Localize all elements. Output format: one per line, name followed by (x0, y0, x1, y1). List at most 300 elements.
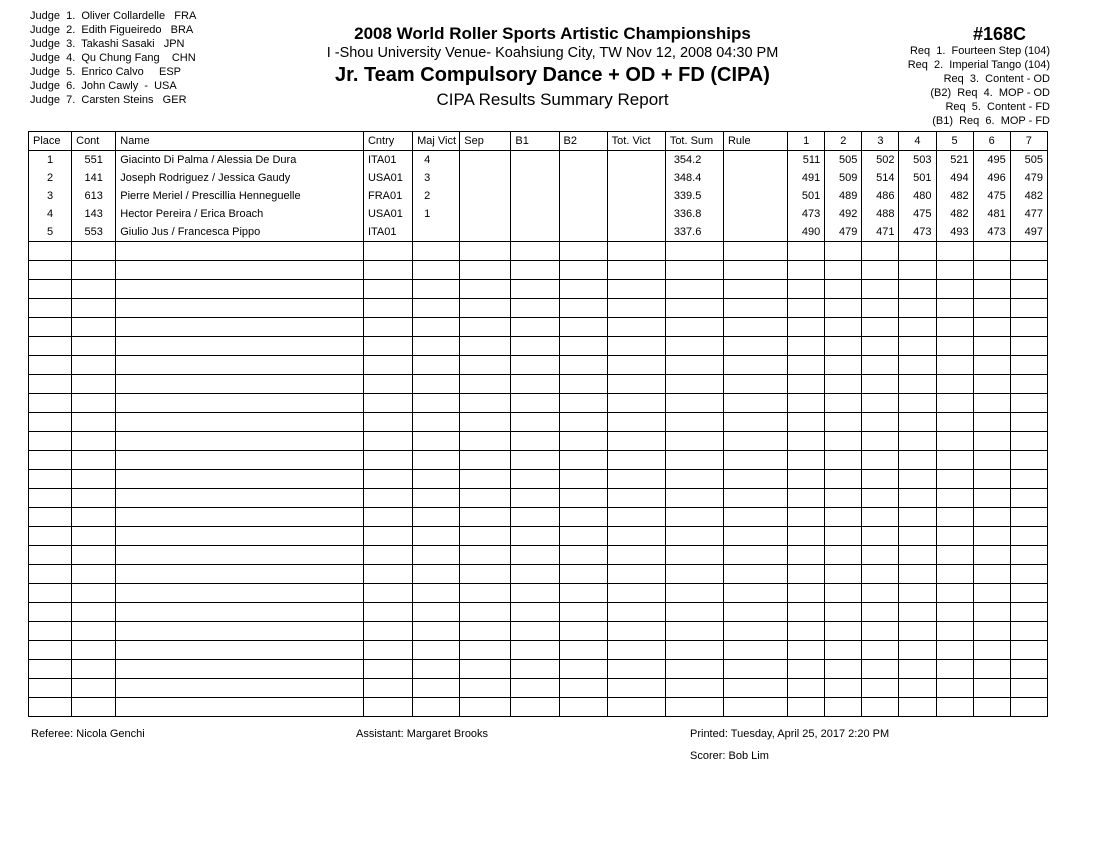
empty-cell (413, 413, 460, 432)
empty-cell (607, 375, 665, 394)
empty-cell (788, 261, 825, 280)
empty-cell (899, 603, 936, 622)
empty-cell (116, 546, 364, 565)
report-title: CIPA Results Summary Report (436, 90, 669, 109)
empty-cell (363, 261, 412, 280)
empty-row (29, 432, 1048, 451)
empty-cell (1010, 280, 1047, 299)
cell-judge-3: 486 (862, 187, 899, 205)
cell-b1 (511, 151, 559, 170)
empty-cell (460, 318, 511, 337)
empty-cell (665, 584, 723, 603)
empty-cell (788, 489, 825, 508)
cell-judge-3: 471 (862, 223, 899, 242)
empty-cell (363, 698, 412, 717)
cell-cntry: USA01 (363, 205, 412, 223)
empty-cell (413, 470, 460, 489)
empty-cell (825, 394, 862, 413)
empty-cell (973, 698, 1010, 717)
empty-cell (363, 565, 412, 584)
cell-cntry: FRA01 (363, 187, 412, 205)
empty-cell (665, 489, 723, 508)
cell-judge-5: 482 (936, 205, 973, 223)
empty-cell (862, 470, 899, 489)
empty-cell (936, 394, 973, 413)
empty-cell (413, 375, 460, 394)
col-maj-vict: Maj Vict (413, 132, 460, 151)
empty-cell (29, 584, 72, 603)
empty-cell (665, 565, 723, 584)
empty-cell (72, 375, 116, 394)
empty-cell (116, 375, 364, 394)
empty-cell (862, 622, 899, 641)
col-judge-5: 5 (936, 132, 973, 151)
empty-cell (825, 337, 862, 356)
empty-cell (973, 641, 1010, 660)
col-name: Name (116, 132, 364, 151)
empty-cell (413, 356, 460, 375)
empty-cell (511, 299, 559, 318)
empty-cell (1010, 356, 1047, 375)
results-table (28, 131, 1048, 717)
empty-cell (460, 603, 511, 622)
empty-cell (363, 280, 412, 299)
empty-cell (825, 584, 862, 603)
empty-cell (72, 489, 116, 508)
empty-cell (862, 679, 899, 698)
empty-cell (559, 432, 607, 451)
empty-cell (607, 318, 665, 337)
empty-cell (723, 546, 787, 565)
empty-cell (72, 565, 116, 584)
empty-cell (29, 641, 72, 660)
empty-row (29, 413, 1048, 432)
empty-cell (116, 261, 364, 280)
empty-cell (72, 242, 116, 261)
empty-cell (559, 375, 607, 394)
empty-cell (1010, 508, 1047, 527)
empty-cell (559, 451, 607, 470)
empty-cell (788, 413, 825, 432)
empty-cell (899, 470, 936, 489)
empty-cell (460, 470, 511, 489)
empty-cell (460, 432, 511, 451)
empty-cell (413, 603, 460, 622)
empty-cell (116, 394, 364, 413)
empty-cell (936, 489, 973, 508)
cell-b1 (511, 205, 559, 223)
empty-row (29, 489, 1048, 508)
col-judge-3: 3 (862, 132, 899, 151)
empty-cell (511, 261, 559, 280)
empty-cell (511, 337, 559, 356)
empty-cell (973, 261, 1010, 280)
empty-cell (788, 622, 825, 641)
empty-cell (936, 280, 973, 299)
cell-b1 (511, 169, 559, 187)
empty-cell (116, 565, 364, 584)
cell-rule (723, 223, 787, 242)
empty-cell (413, 318, 460, 337)
empty-cell (511, 394, 559, 413)
empty-cell (862, 603, 899, 622)
empty-cell (72, 432, 116, 451)
cell-b2 (559, 205, 607, 223)
empty-cell (788, 432, 825, 451)
cell-maj-vict: 4 (413, 151, 460, 170)
header-row (29, 132, 1048, 151)
empty-cell (413, 565, 460, 584)
empty-cell (559, 508, 607, 527)
empty-cell (72, 508, 116, 527)
empty-cell (973, 394, 1010, 413)
empty-cell (825, 679, 862, 698)
empty-row (29, 299, 1048, 318)
empty-cell (936, 698, 973, 717)
cell-b1 (511, 187, 559, 205)
empty-cell (899, 299, 936, 318)
empty-cell (973, 470, 1010, 489)
empty-row (29, 280, 1048, 299)
empty-cell (363, 318, 412, 337)
empty-cell (825, 280, 862, 299)
empty-cell (72, 470, 116, 489)
empty-cell (511, 622, 559, 641)
empty-row (29, 546, 1048, 565)
empty-cell (1010, 641, 1047, 660)
empty-cell (607, 565, 665, 584)
empty-cell (511, 660, 559, 679)
empty-cell (607, 679, 665, 698)
empty-cell (607, 413, 665, 432)
empty-cell (29, 451, 72, 470)
cell-tot-sum: 337.6 (665, 223, 723, 242)
cell-judge-3: 488 (862, 205, 899, 223)
empty-cell (116, 432, 364, 451)
requirement-4: (B2) Req 4. MOP - OD (930, 87, 1050, 99)
empty-cell (116, 318, 364, 337)
empty-cell (862, 356, 899, 375)
empty-cell (665, 432, 723, 451)
empty-cell (899, 546, 936, 565)
empty-row (29, 318, 1048, 337)
empty-cell (862, 413, 899, 432)
empty-cell (788, 375, 825, 394)
venue-line: I -Shou University Venue- Koahsiung City, TW Nov 12, 2008 04:30 PM (326, 45, 779, 61)
event-number: #168C (972, 24, 1026, 44)
cell-judge-3: 514 (862, 169, 899, 187)
empty-cell (936, 641, 973, 660)
empty-cell (825, 489, 862, 508)
scorer: Scorer: Bob Lim (690, 750, 769, 762)
cell-judge-7: 497 (1010, 223, 1047, 242)
empty-cell (363, 242, 412, 261)
empty-cell (788, 527, 825, 546)
empty-cell (72, 318, 116, 337)
empty-cell (116, 280, 364, 299)
cell-judge-6: 496 (973, 169, 1010, 187)
empty-cell (936, 432, 973, 451)
empty-cell (936, 470, 973, 489)
empty-cell (72, 584, 116, 603)
empty-cell (862, 508, 899, 527)
cell-judge-6: 495 (973, 151, 1010, 170)
empty-cell (116, 508, 364, 527)
empty-cell (788, 394, 825, 413)
empty-cell (511, 375, 559, 394)
empty-cell (723, 242, 787, 261)
empty-cell (665, 508, 723, 527)
empty-cell (511, 584, 559, 603)
empty-cell (116, 489, 364, 508)
empty-cell (511, 546, 559, 565)
empty-cell (665, 603, 723, 622)
empty-cell (511, 603, 559, 622)
cell-cont: 551 (72, 151, 116, 170)
empty-cell (788, 660, 825, 679)
empty-cell (973, 603, 1010, 622)
empty-cell (29, 679, 72, 698)
cell-rule (723, 169, 787, 187)
col-sep: Sep (460, 132, 511, 151)
table-row (29, 223, 1048, 242)
empty-cell (511, 432, 559, 451)
empty-cell (862, 451, 899, 470)
empty-cell (973, 546, 1010, 565)
empty-cell (607, 622, 665, 641)
empty-cell (72, 337, 116, 356)
empty-cell (788, 584, 825, 603)
empty-cell (973, 242, 1010, 261)
empty-cell (460, 280, 511, 299)
empty-cell (936, 318, 973, 337)
empty-cell (899, 356, 936, 375)
empty-row (29, 451, 1048, 470)
empty-cell (862, 299, 899, 318)
empty-cell (665, 622, 723, 641)
empty-cell (936, 242, 973, 261)
empty-cell (511, 698, 559, 717)
judge-4: Judge 4. Qu Chung Fang CHN (30, 52, 196, 64)
cell-judge-3: 502 (862, 151, 899, 170)
cell-maj-vict: 3 (413, 169, 460, 187)
empty-cell (936, 356, 973, 375)
requirement-2: Req 2. Imperial Tango (104) (907, 59, 1050, 71)
empty-cell (665, 413, 723, 432)
empty-cell (413, 261, 460, 280)
empty-cell (559, 280, 607, 299)
empty-cell (788, 641, 825, 660)
empty-cell (72, 622, 116, 641)
empty-cell (460, 584, 511, 603)
empty-cell (899, 375, 936, 394)
empty-cell (936, 261, 973, 280)
empty-row (29, 603, 1048, 622)
requirement-5: Req 5. Content - FD (945, 101, 1050, 113)
col-judge-7: 7 (1010, 132, 1047, 151)
empty-cell (607, 508, 665, 527)
cell-rule (723, 187, 787, 205)
empty-cell (1010, 470, 1047, 489)
empty-cell (665, 641, 723, 660)
empty-cell (723, 584, 787, 603)
cell-judge-7: 477 (1010, 205, 1047, 223)
col-judge-1: 1 (788, 132, 825, 151)
empty-cell (72, 356, 116, 375)
empty-cell (413, 527, 460, 546)
cell-cntry: ITA01 (363, 223, 412, 242)
empty-cell (72, 698, 116, 717)
empty-cell (899, 394, 936, 413)
empty-cell (511, 451, 559, 470)
empty-cell (413, 337, 460, 356)
empty-cell (788, 299, 825, 318)
empty-cell (460, 413, 511, 432)
empty-cell (363, 470, 412, 489)
empty-cell (825, 432, 862, 451)
empty-cell (723, 641, 787, 660)
empty-cell (559, 489, 607, 508)
empty-cell (825, 375, 862, 394)
empty-cell (559, 641, 607, 660)
empty-cell (29, 489, 72, 508)
empty-cell (788, 698, 825, 717)
empty-cell (116, 527, 364, 546)
empty-cell (862, 641, 899, 660)
empty-row (29, 622, 1048, 641)
empty-cell (363, 432, 412, 451)
empty-cell (363, 622, 412, 641)
empty-cell (363, 375, 412, 394)
cell-tot-vict (607, 205, 665, 223)
empty-cell (788, 470, 825, 489)
cell-tot-vict (607, 169, 665, 187)
empty-cell (116, 660, 364, 679)
empty-cell (607, 660, 665, 679)
referee: Referee: Nicola Genchi (31, 728, 145, 740)
empty-cell (413, 698, 460, 717)
empty-cell (936, 584, 973, 603)
cell-judge-1: 501 (788, 187, 825, 205)
empty-cell (363, 337, 412, 356)
empty-cell (72, 280, 116, 299)
table-row (29, 151, 1048, 170)
empty-cell (363, 603, 412, 622)
col-tot-vict: Tot. Vict (607, 132, 665, 151)
empty-cell (607, 546, 665, 565)
empty-cell (825, 451, 862, 470)
empty-cell (723, 679, 787, 698)
cell-cntry: ITA01 (363, 151, 412, 170)
empty-cell (413, 641, 460, 660)
empty-cell (936, 679, 973, 698)
empty-cell (607, 242, 665, 261)
empty-cell (72, 413, 116, 432)
cell-sep (460, 169, 511, 187)
judge-6: Judge 6. John Cawly - USA (30, 80, 177, 92)
empty-cell (825, 356, 862, 375)
empty-cell (825, 603, 862, 622)
empty-cell (29, 375, 72, 394)
empty-cell (862, 698, 899, 717)
empty-cell (363, 546, 412, 565)
empty-cell (29, 660, 72, 679)
empty-cell (511, 527, 559, 546)
empty-cell (511, 565, 559, 584)
empty-cell (665, 527, 723, 546)
championship-title: 2008 World Roller Sports Artistic Championships (354, 24, 751, 43)
empty-row (29, 470, 1048, 489)
empty-cell (899, 242, 936, 261)
empty-cell (29, 698, 72, 717)
empty-cell (607, 394, 665, 413)
results-body (29, 151, 1048, 717)
empty-cell (899, 508, 936, 527)
empty-cell (899, 318, 936, 337)
empty-cell (116, 622, 364, 641)
empty-cell (665, 356, 723, 375)
cell-cont: 141 (72, 169, 116, 187)
empty-cell (116, 470, 364, 489)
empty-cell (723, 299, 787, 318)
empty-cell (825, 546, 862, 565)
empty-cell (936, 299, 973, 318)
col-judge-6: 6 (973, 132, 1010, 151)
empty-row (29, 660, 1048, 679)
empty-row (29, 242, 1048, 261)
empty-cell (29, 508, 72, 527)
empty-cell (825, 565, 862, 584)
col-judge-4: 4 (899, 132, 936, 151)
empty-cell (607, 641, 665, 660)
cell-b1 (511, 223, 559, 242)
empty-cell (899, 679, 936, 698)
empty-cell (1010, 489, 1047, 508)
empty-cell (899, 261, 936, 280)
empty-cell (460, 527, 511, 546)
cell-place: 1 (29, 151, 72, 170)
empty-cell (973, 451, 1010, 470)
empty-cell (936, 546, 973, 565)
empty-cell (72, 546, 116, 565)
cell-name: Giulio Jus / Francesca Pippo (116, 223, 364, 242)
cell-judge-5: 494 (936, 169, 973, 187)
empty-cell (936, 337, 973, 356)
requirement-1: Req 1. Fourteen Step (104) (909, 45, 1050, 57)
empty-row (29, 261, 1048, 280)
empty-cell (973, 622, 1010, 641)
empty-cell (825, 660, 862, 679)
empty-cell (1010, 375, 1047, 394)
empty-cell (413, 679, 460, 698)
empty-cell (862, 432, 899, 451)
empty-cell (29, 413, 72, 432)
empty-cell (1010, 242, 1047, 261)
empty-cell (29, 299, 72, 318)
empty-cell (825, 299, 862, 318)
empty-cell (973, 527, 1010, 546)
empty-cell (413, 508, 460, 527)
empty-cell (825, 508, 862, 527)
empty-cell (1010, 432, 1047, 451)
cell-tot-sum: 339.5 (665, 187, 723, 205)
empty-cell (607, 280, 665, 299)
empty-cell (973, 508, 1010, 527)
empty-cell (460, 489, 511, 508)
empty-cell (1010, 394, 1047, 413)
empty-cell (363, 413, 412, 432)
empty-cell (460, 394, 511, 413)
